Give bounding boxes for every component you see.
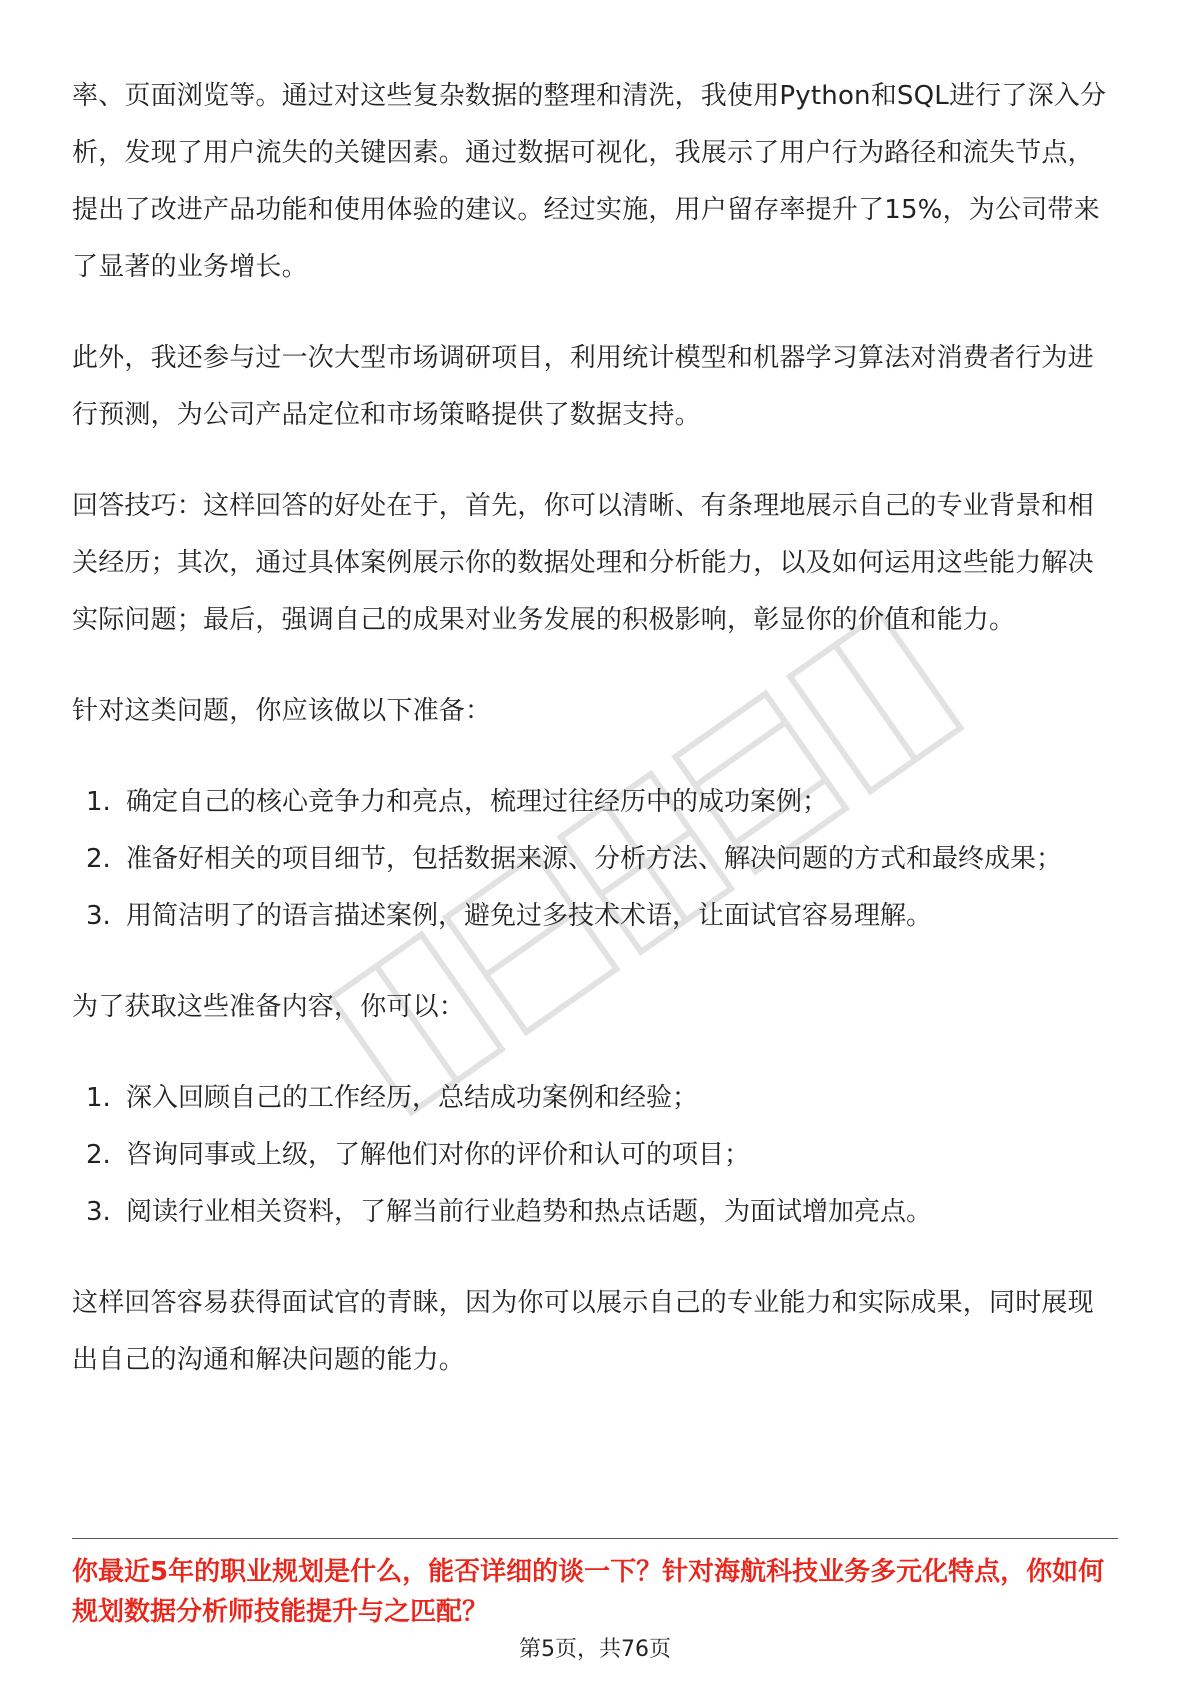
list-get <box>72 1070 1118 1241</box>
list-prepare <box>72 774 1118 945</box>
list-item: 2. 准备好相关的项目细节，包括数据来源、分析方法、解决问题的方式和最终成果； <box>86 844 1063 874</box>
list-item: 3. 阅读行业相关资料，了解当前行业趋势和热点话题，为面试增加亮点。 <box>86 1197 933 1227</box>
list-item: 1. 确定自己的核心竞争力和亮点，梳理过往经历中的成功案例； <box>86 787 829 817</box>
page-number-footer: 第5页，共76页 <box>519 1637 671 1662</box>
paragraph-prepare-intro: 针对这类问题，你应该做以下准备： <box>72 696 492 726</box>
list-item: 2. 咨询同事或上级，了解他们对你的评价和认可的项目； <box>86 1140 751 1170</box>
list-item: 3. 用简洁明了的语言描述案例，避免过多技术术语，让面试官容易理解。 <box>86 901 933 931</box>
next-question-heading: 你最近5年的职业规划是什么，能否详细的谈一下？针对海航科技业务多元化特点，你如何规划数据分析师技能提升与之匹配？ <box>72 1557 1105 1627</box>
paragraph-market-research: 此外，我还参与过一次大型市场调研项目，利用统计模型和机器学习算法对消费者行为进行预测，为公司产品定位和市场策略提供了数据支持。 <box>72 343 1094 430</box>
paragraph-conclusion: 这样回答容易获得面试官的青睐，因为你可以展示自己的专业能力和实际成果，同时展现出自己的沟通和解决问题的能力。 <box>72 1288 1094 1375</box>
paragraph-get-intro: 为了获取这些准备内容，你可以： <box>72 992 466 1022</box>
paragraph-project-result: 率、页面浏览等。通过对这些复杂数据的整理和清洗，我使用Python和SQL进行了深入分析，发现了用户流失的关键因素。通过数据可视化，我展示了用户行为路径和流失节点，提出了改进产品功能和使用体验的建议。经过实施，用户留存率提升了15%，为公司带来了显著的业务增长。 <box>72 81 1107 282</box>
document-body <box>72 68 1118 1423</box>
paragraph-answer-tips: 回答技巧：这样回答的好处在于，首先，你可以清晰、有条理地展示自己的专业背景和相关经历；其次，通过具体案例展示你的数据处理和分析能力，以及如何运用这些能力解决实际问题；最后，强调自己的成果对业务发展的积极影响，彰显你的价值和能力。 <box>72 491 1094 635</box>
section-divider <box>72 1538 1118 1539</box>
list-item: 1. 深入回顾自己的工作经历，总结成功案例和经验； <box>86 1083 699 1113</box>
